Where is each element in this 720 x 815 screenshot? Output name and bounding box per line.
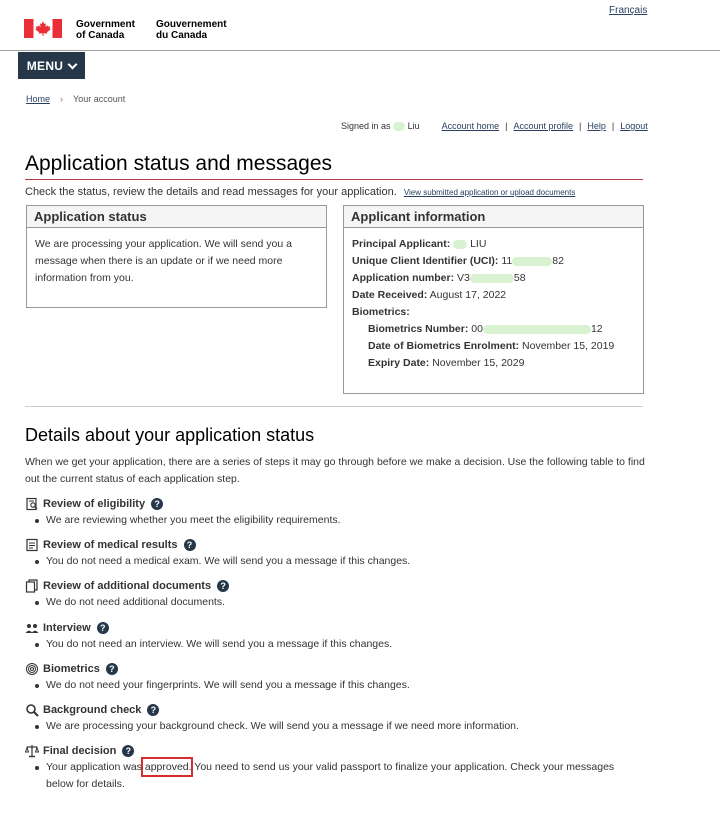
fingerprint-icon: [25, 662, 39, 676]
help-icon[interactable]: ?: [217, 580, 229, 592]
step-review-of-eligibility: [25, 496, 665, 529]
details-title: Details about your application status: [25, 425, 315, 445]
breadcrumb-home-link[interactable]: Home: [26, 94, 51, 104]
step-title: Background check: [43, 704, 142, 716]
help-icon[interactable]: ?: [106, 663, 118, 675]
title-underline: [25, 179, 643, 180]
canada-flag-icon: [24, 19, 62, 38]
language-toggle-link[interactable]: Français: [609, 5, 648, 16]
biometrics-row: Biometrics:: [352, 306, 410, 318]
clipboard-search-icon: [25, 497, 39, 511]
biometrics-expiry-row: Expiry Date: November 15, 2029: [368, 357, 525, 369]
panel-heading: Applicant information: [344, 206, 643, 228]
step-title: Biometrics: [43, 663, 100, 675]
details-intro: When we get your application, there are a series of steps it may go through before we make a decision. Use the following table to find out the current status of each application step.: [25, 456, 645, 485]
account-profile-link[interactable]: Account profile: [513, 121, 574, 132]
step-interview: [25, 620, 665, 653]
scales-icon: [25, 744, 39, 758]
magnifier-icon: [25, 703, 39, 717]
step-status: We do not need additional documents.: [25, 594, 665, 611]
page-title: Application status and messages: [25, 152, 333, 175]
signed-in-label: Signed in as Liu: [341, 121, 420, 131]
account-bar: Signed in as Liu Account home | Account profile | Help | Logout: [341, 121, 648, 132]
wordmark-english: Government of Canada: [76, 19, 135, 41]
step-status: We do not need your fingerprints. We will send you a message if this changes.: [25, 677, 665, 694]
step-status: Your application was approved. You need to send us your valid passport to finalize your application. Check your messages below for details.: [25, 759, 625, 793]
step-review-of-additional-documents: [25, 578, 665, 611]
menu-label: MENU: [26, 58, 64, 73]
step-title: Final decision: [43, 745, 117, 757]
medical-chart-icon: [25, 538, 39, 552]
step-status: We are reviewing whether you meet the eligibility requirements.: [25, 512, 665, 529]
header-divider: [0, 50, 720, 51]
application-number-row: Application number: V3 58: [352, 272, 526, 284]
menu-button[interactable]: [18, 52, 85, 79]
step-status: We are processing your background check. We will send you a message if we need more information.: [25, 718, 665, 735]
date-received-row: Date Received: August 17, 2022: [352, 289, 507, 301]
status-message: We are processing your application. We will send you a message when there is an update or if we need more information from you.: [35, 238, 292, 284]
chevron-down-icon: [68, 59, 78, 69]
help-icon[interactable]: ?: [147, 704, 159, 716]
applicant-details: [344, 228, 643, 380]
step-title: Review of additional documents: [43, 580, 212, 592]
biometrics-enrolment-row: Date of Biometrics Enrolment: November 15, 2019: [368, 340, 615, 352]
logout-link[interactable]: Logout: [620, 121, 648, 132]
help-link[interactable]: Help: [587, 121, 606, 132]
section-divider: [25, 406, 643, 407]
step-title: Interview: [43, 622, 91, 634]
breadcrumb-separator-icon: ›: [60, 94, 64, 104]
uci-row: Unique Client Identifier (UCI): 11 82: [352, 255, 564, 267]
help-icon[interactable]: ?: [97, 622, 109, 634]
application-status-panel: [26, 205, 327, 308]
panel-heading: Application status: [27, 206, 326, 228]
step-title: Review of eligibility: [43, 498, 146, 510]
people-icon: [25, 621, 39, 635]
government-of-canada-signature[interactable]: [24, 19, 246, 41]
principal-applicant-row: Principal Applicant: LIU: [352, 238, 487, 250]
step-final-decision: [25, 743, 625, 793]
step-status: You do not need an interview. We will send you a message if this changes.: [25, 636, 665, 653]
applicant-information-panel: [343, 205, 644, 394]
biometrics-number-row: Biometrics Number: 00 12: [368, 323, 603, 335]
step-status: You do not need a medical exam. We will send you a message if this changes.: [25, 553, 665, 570]
breadcrumb: [26, 94, 125, 104]
step-title: Review of medical results: [43, 539, 178, 551]
page-intro: Check the status, review the details and read messages for your application. View submitted application or upload documents: [25, 186, 576, 198]
step-background-check: [25, 702, 665, 735]
view-submitted-application-link[interactable]: View submitted application or upload documents: [403, 188, 576, 197]
wordmark-french: Gouvernement du Canada: [156, 19, 227, 41]
help-icon[interactable]: ?: [151, 498, 163, 510]
approved-highlight: approved: [144, 761, 189, 773]
redacted-name-blur: [393, 122, 405, 131]
help-icon[interactable]: ?: [122, 745, 134, 757]
step-biometrics: [25, 661, 665, 694]
account-home-link[interactable]: Account home: [441, 121, 500, 132]
breadcrumb-current: Your account: [73, 94, 126, 104]
step-review-of-medical-results: [25, 537, 665, 570]
documents-icon: [25, 579, 39, 593]
help-icon[interactable]: ?: [184, 539, 196, 551]
